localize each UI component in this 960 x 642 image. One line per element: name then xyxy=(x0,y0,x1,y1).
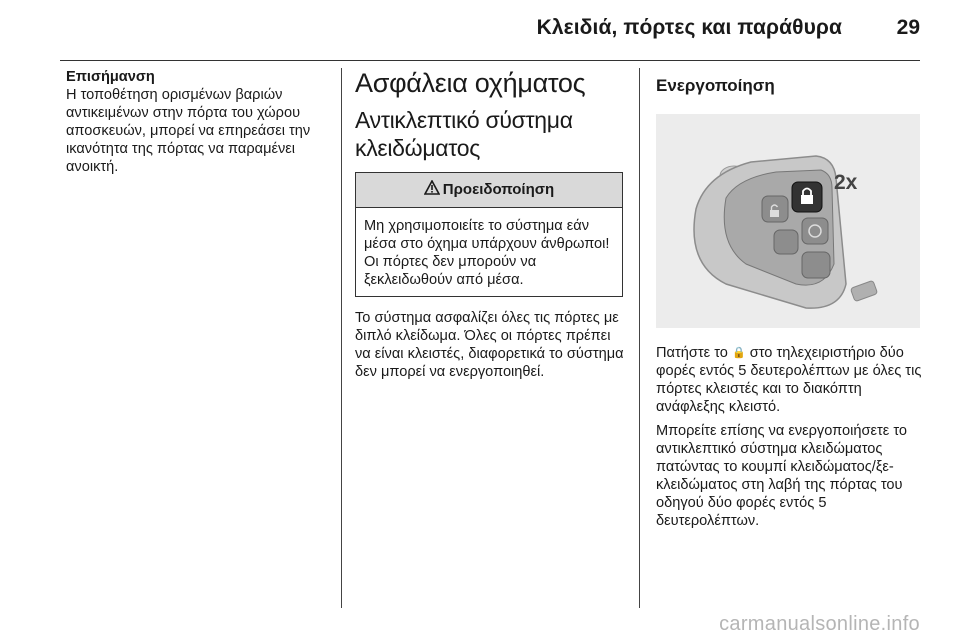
note-text: Η τοποθέτηση ορισμένων βαριών αντικειμένων στην πόρτα του χώρου αποσκευών, μπορεί να επηρεάσει την ικανότητα της πόρτας να παραμένει ανοικτή. xyxy=(66,87,311,175)
column-divider-2 xyxy=(639,68,640,608)
column-middle xyxy=(355,68,625,387)
warning-triangle-icon xyxy=(424,180,440,200)
activation-paragraph-2: Μπορείτε επίσης να ενεργοποιήσετε το αντικλεπτικό σύστημα κλειδώματος πατώντας το κουμπί κλειδώματος/ξεκλειδώματος στη λαβή της πόρτας του οδηγού δύο φορές εντός 5 δευτερολέπτων. xyxy=(656,423,907,529)
key-fob-illustration xyxy=(656,114,920,328)
page-header xyxy=(0,0,960,60)
lock-icon: 🔒 xyxy=(731,347,746,359)
header-divider xyxy=(60,60,920,61)
page-number: 29 xyxy=(896,16,920,39)
warning-box xyxy=(355,172,623,297)
activation-paragraph-1 xyxy=(656,344,924,416)
figure-label: 2x xyxy=(834,171,858,194)
watermark: carmanualsonline.info xyxy=(719,613,920,635)
warning-title: Προειδοποίηση xyxy=(442,181,555,198)
column-divider-1 xyxy=(341,68,342,608)
body-text: Το σύστημα ασφαλίζει όλες τις πόρτες με διπλό κλείδωμα. Όλες οι πόρτες πρέπει να είναι κλειστές, διαφορετικά το σύστημα δεν μπορεί να ενεργοποιηθεί. xyxy=(355,310,624,380)
warning-text: Μη χρησιμοποιείτε το σύστημα εάν μέσα στο όχημα υπάρχουν άνθρωποι! Οι πόρτες δεν μπορούν να ξεκλειδωθούν από μέσα. xyxy=(364,218,610,288)
activation-heading: Ενεργοποίηση xyxy=(656,76,775,95)
subsection-heading: Αντικλεπτικό σύστημα κλειδώματος xyxy=(355,107,573,161)
section-heading: Ασφάλεια οχήματος xyxy=(355,68,586,98)
note-title: Επισήμανση xyxy=(66,69,155,85)
chapter-title: Κλειδιά, πόρτες και παράθυρα xyxy=(536,16,842,39)
warning-header xyxy=(356,173,622,208)
column-left xyxy=(66,68,332,182)
key-fob-drawing xyxy=(656,114,920,328)
paragraph-text: Πατήστε το xyxy=(656,345,728,361)
column-right xyxy=(656,68,924,536)
paragraph-text: στο τηλεχειριστήριο δύο φορές εντός 5 δευτερολέπτων με όλες τις πόρτες κλειστές και το διακόπτη ανάφλεξης κλειστό. xyxy=(656,345,922,415)
